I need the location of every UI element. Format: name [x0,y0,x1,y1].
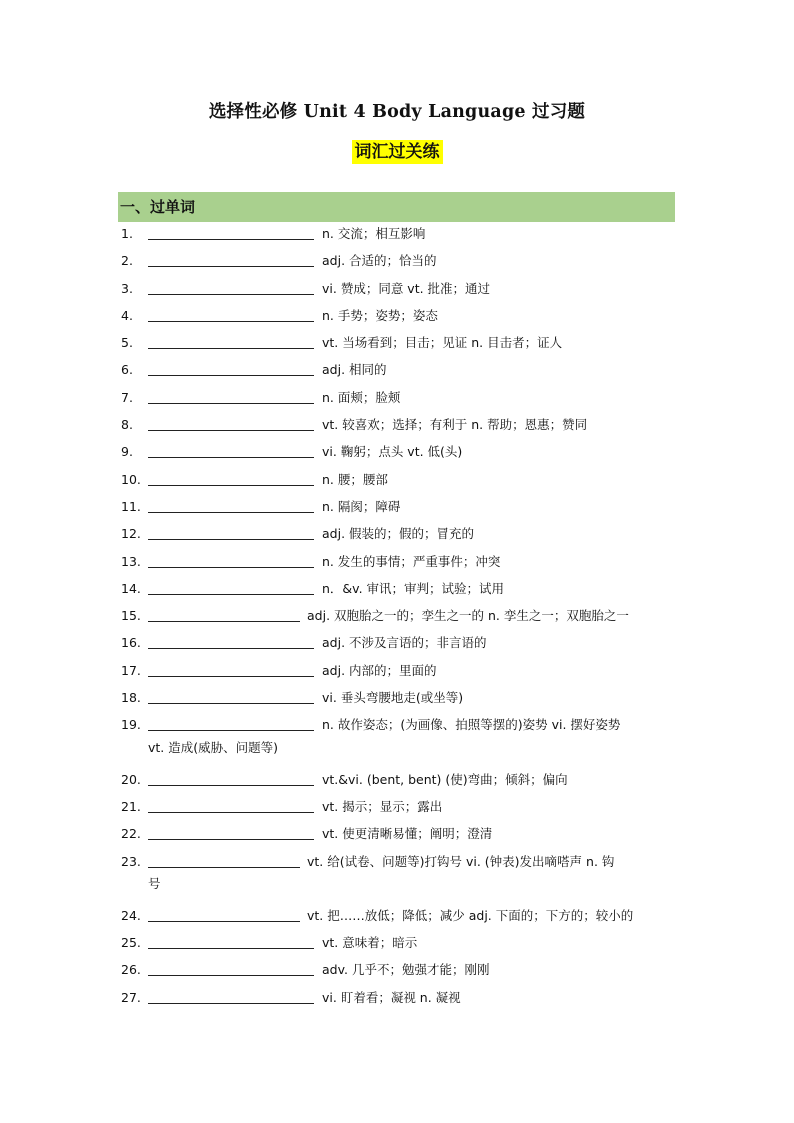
item-definition: vt. 意味着；暗示 [322,935,418,951]
answer-blank[interactable] [148,524,314,540]
item-definition: n. 交流；相互影响 [322,226,426,241]
item-number: 10. [121,471,141,487]
answer-blank[interactable] [148,933,314,949]
vocab-item [118,386,678,413]
answer-blank[interactable] [148,306,314,322]
item-number: 11. [121,498,141,514]
item-number: 5. [121,335,133,351]
item-definition: adj. 假装的；假的；冒充的 [322,526,475,542]
vocab-item [118,249,678,276]
item-definition: n. 发生的事情；严重事件；冲突 [322,553,501,569]
item-number: 3. [121,280,133,296]
item-definition: adj. 相同的 [322,362,387,378]
item-definition: n. 腰；腰部 [322,471,388,487]
vocab-item [118,795,678,822]
item-number: 23. [121,853,141,869]
vocab-item [118,931,678,958]
item-number: 7. [121,389,133,405]
vocab-item [118,904,678,931]
item-number: 1. [121,226,133,241]
item-number: 4. [121,307,133,323]
subtitle-wrap [0,140,794,164]
item-definition: adj. 双胞胎之一的；孪生之一的 n. 孪生之一；双胞胎之一 [307,608,629,624]
item-number: 27. [121,989,141,1005]
vocab-item [118,631,678,658]
item-number: 9. [121,444,133,460]
answer-blank[interactable] [148,770,314,786]
answer-blank[interactable] [148,470,314,486]
item-number: 24. [121,907,141,923]
item-definition: adv. 几乎不；勉强才能；刚刚 [322,962,490,978]
item-number: 17. [121,662,141,678]
item-number: 18. [121,690,141,706]
vocab-list [118,222,678,1013]
item-definition: adj. 合适的；恰当的 [322,253,437,269]
vocab-item [118,550,678,577]
vocab-item [118,222,678,249]
answer-blank[interactable] [148,824,314,840]
answer-blank[interactable] [148,633,314,649]
item-number: 16. [121,635,141,651]
item-definition: vt. 揭示；显示；露出 [322,798,443,814]
page-title: 选择性必修 Unit 4 Body Language 过习题 [208,102,586,122]
item-definition: vi. 赞成；同意 vt. 批准；通过 [322,280,491,296]
item-number: 14. [121,580,141,596]
vocab-item [118,277,678,304]
item-number: 12. [121,526,141,542]
vocab-item [118,495,678,522]
answer-blank[interactable] [148,579,314,595]
item-definition: vt. 较喜欢；选择；有利于 n. 帮助；恩惠；赞同 [322,417,588,433]
answer-blank[interactable] [148,688,314,704]
vocab-item [118,850,678,877]
answer-blank[interactable] [148,606,300,622]
item-definition: adj. 不涉及言语的；非言语的 [322,635,487,651]
item-number: 22. [121,826,141,842]
answer-blank[interactable] [148,251,314,267]
item-definition: n. 故作姿态；(为画像、拍照等摆的)姿势 vi. 摆好姿势 [322,717,621,733]
answer-blank[interactable] [148,224,314,240]
item-definition: n. 手势；姿势；姿态 [322,307,438,323]
vocab-item [118,440,678,467]
item-definition: n. 面颊；脸颊 [322,389,401,405]
vocab-item [118,522,678,549]
item-number: 25. [121,935,141,951]
answer-blank[interactable] [148,797,314,813]
vocab-item [118,604,678,631]
item-number: 8. [121,417,133,433]
answer-blank[interactable] [148,715,314,731]
item-number: 6. [121,362,133,378]
item-number: 13. [121,553,141,569]
answer-blank[interactable] [148,279,314,295]
item-definition: n. 隔阂；障碍 [322,498,401,514]
item-definition: vi. 盯着看；凝视 n. 凝视 [322,989,461,1005]
answer-blank[interactable] [148,988,314,1004]
answer-blank[interactable] [148,388,314,404]
vocab-item [118,659,678,686]
item-number: 20. [121,771,141,787]
answer-blank[interactable] [148,442,314,458]
continuation-text: 号 [148,875,161,891]
item-definition: vt. 当场看到；目击；见证 n. 目击者；证人 [322,335,563,351]
item-number: 19. [121,717,141,733]
vocab-item [118,822,678,849]
answer-blank[interactable] [148,852,300,868]
item-definition: vt. 使更清晰易懂；阐明；澄清 [322,826,493,842]
item-number: 26. [121,962,141,978]
answer-blank[interactable] [148,497,314,513]
vocab-item [118,304,678,331]
item-number: 21. [121,798,141,814]
item-definition: n．&v. 审讯；审判；试验；试用 [322,580,505,596]
vocab-item [118,577,678,604]
answer-blank[interactable] [148,333,314,349]
vocab-item [118,986,678,1013]
definition-continuation [118,741,678,768]
answer-blank[interactable] [148,661,314,677]
vocab-item [118,413,678,440]
item-definition: vi. 鞠躬；点头 vt. 低(头) [322,444,463,460]
vocab-item [118,331,678,358]
item-definition: vt. 把……放低；降低；减少 adj. 下面的；下方的；较小的 [307,907,634,923]
item-number: 2. [121,253,133,269]
continuation-text: vt. 造成(威胁、问题等) [148,739,278,755]
item-definition: vi. 垂头弯腰地走(或坐等) [322,690,464,706]
vocab-item [118,468,678,495]
answer-blank[interactable] [148,960,314,976]
section-header: 一、过单词 [118,192,675,222]
answer-blank[interactable] [148,415,314,431]
item-definition: vt.&vi. (bent, bent) (使)弯曲；倾斜；偏向 [322,771,568,787]
section-subtitle: 词汇过关练 [352,140,443,164]
answer-blank[interactable] [148,552,314,568]
answer-blank[interactable] [148,360,314,376]
item-number: 15. [121,608,141,624]
vocab-item [118,958,678,985]
vocab-item [118,358,678,385]
item-definition: vt. 给(试卷、问题等)打钩号 vi. (钟表)发出嘀嗒声 n. 钩 [307,853,615,869]
answer-blank[interactable] [148,906,300,922]
definition-continuation [118,877,678,904]
vocab-item [118,768,678,795]
item-definition: adj. 内部的；里面的 [322,662,437,678]
vocab-item [118,686,678,713]
